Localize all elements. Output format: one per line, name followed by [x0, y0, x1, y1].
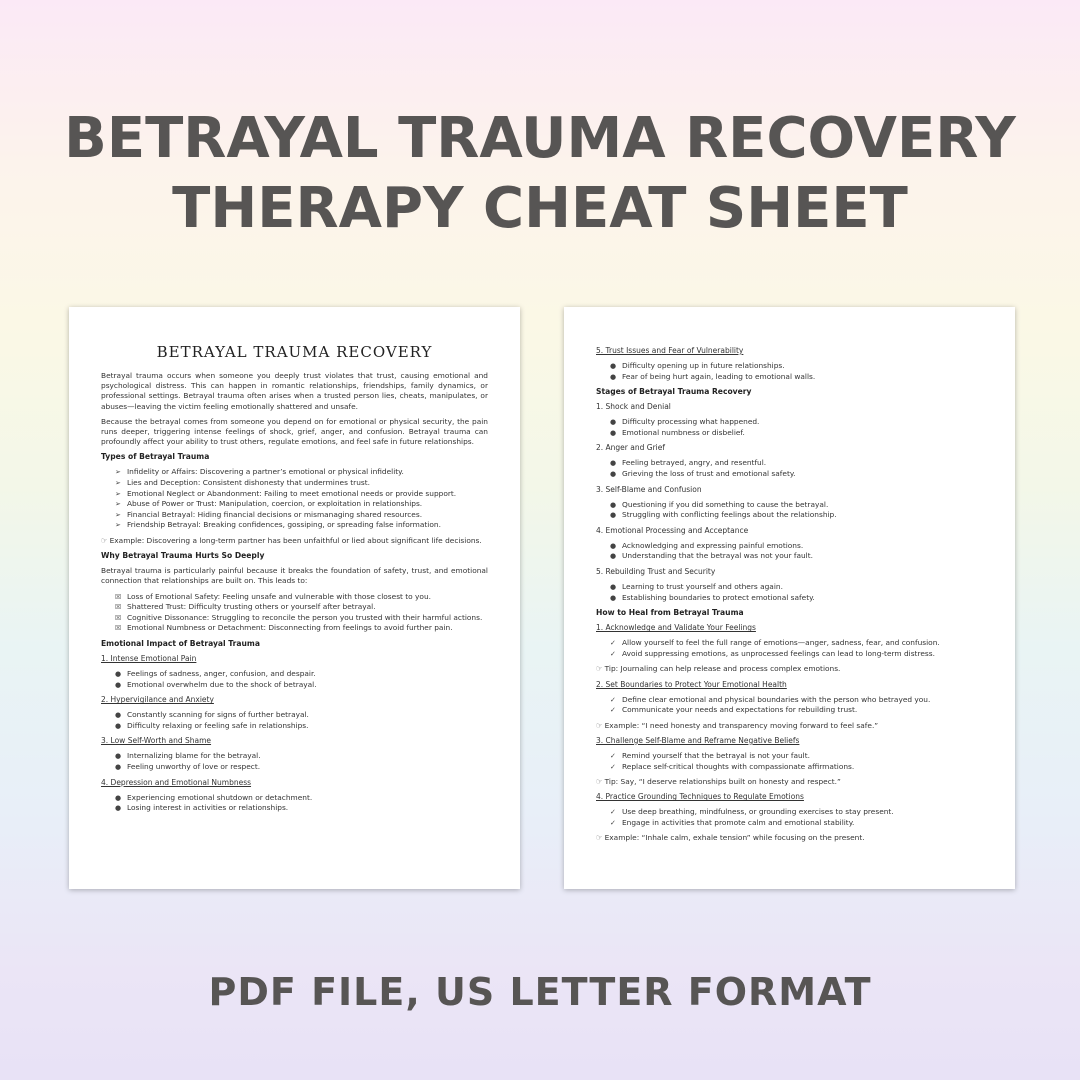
- why-list: [101, 592, 488, 634]
- impact-heading: Emotional Impact of Betrayal Trauma: [101, 638, 260, 648]
- why-heading: Why Betrayal Trauma Hurts So Deeply: [101, 551, 265, 561]
- list-item: ✓ Engage in activities that promote calm and emotional stability.: [610, 817, 855, 827]
- heal-subheading: 3. Challenge Self-Blame and Reframe Negative Beliefs: [596, 735, 800, 745]
- heal-subheading: 1. Acknowledge and Validate Your Feelings: [596, 623, 756, 633]
- stage-heading: 1. Shock and Denial: [596, 402, 671, 412]
- checkmark-icon: ✓: [610, 751, 616, 760]
- tip-note: ☞ Tip: Journaling can help release and process complex emotions.: [596, 664, 841, 674]
- list-item: ➢ Financial Betrayal: Hiding financial decisions or mismanaging shared resources.: [115, 509, 423, 519]
- heal-subheading: 4. Practice Grounding Techniques to Regulate Emotions: [596, 792, 804, 802]
- intro-paragraph-2: Because the betrayal comes from someone you depend on for emotional or physical security, the pain runs deeper, triggering intense feelings of shock, grief, anger, and confusion. Betrayal trauma can profoundly affect your ability to trust others, regulate emotions, and feel safe in future relationships.: [101, 416, 488, 447]
- bullet-dot-icon: ●: [115, 680, 122, 689]
- heal-heading: How to Heal from Betrayal Trauma: [596, 608, 744, 618]
- list-item: ✓ Replace self-critical thoughts with compassionate affirmations.: [610, 761, 855, 771]
- bullet-dot-icon: ●: [610, 372, 617, 381]
- list-item: ● Learning to trust yourself and others again.: [610, 581, 783, 591]
- pointing-hand-icon: ☞: [101, 535, 108, 545]
- heal-list: [596, 807, 985, 828]
- list-item: ☒ Shattered Trust: Difficulty trusting others or yourself after betrayal.: [115, 602, 376, 612]
- document-title: BETRAYAL TRAUMA RECOVERY: [156, 343, 433, 361]
- stage-list: [596, 417, 985, 438]
- stage-heading: 3. Self-Blame and Confusion: [596, 484, 702, 494]
- list-item: ● Losing interest in activities or relationships.: [115, 803, 289, 813]
- list-item: ● Feeling unworthy of love or respect.: [115, 761, 261, 771]
- list-item: ☒ Cognitive Dissonance: Struggling to reconcile the person you trusted with their harmful actions.: [115, 612, 483, 622]
- bullet-dot-icon: ●: [610, 469, 617, 478]
- bullet-dot-icon: ●: [610, 500, 617, 509]
- list-item: ✓ Communicate your needs and expectations for rebuilding trust.: [610, 705, 858, 715]
- checkmark-icon: ✓: [610, 706, 616, 715]
- checkmark-icon: ✓: [610, 639, 616, 648]
- stage-heading: 4. Emotional Processing and Acceptance: [596, 525, 749, 535]
- checkmark-icon: ✓: [610, 808, 616, 817]
- tip-note: ☞ Tip: Say, “I deserve relationships built on honesty and respect.”: [596, 777, 841, 787]
- headline-line-2: THERAPY CHEAT SHEET: [172, 176, 908, 241]
- impact-subheading: 1. Intense Emotional Pain: [101, 653, 197, 663]
- list-item: ✓ Remind yourself that the betrayal is not your fault.: [610, 750, 810, 760]
- stage-heading: 5. Rebuilding Trust and Security: [596, 566, 716, 576]
- list-item: ● Experiencing emotional shutdown or detachment.: [115, 792, 313, 802]
- bullet-dot-icon: ●: [115, 752, 122, 761]
- example-note: ☞ Example: “Inhale calm, exhale tension” while focusing on the present.: [596, 833, 865, 843]
- bullet-dot-icon: ●: [610, 362, 617, 370]
- boxed-x-icon: ☒: [115, 613, 122, 622]
- impact-list: [101, 669, 488, 690]
- list-item: ● Emotional overwhelm due to the shock of betrayal.: [115, 679, 317, 689]
- pointing-hand-icon: ☞: [596, 664, 603, 674]
- document-page-2: [564, 307, 1015, 889]
- impact-subheading: 3. Low Self-Worth and Shame: [101, 736, 212, 746]
- list-item: ● Feeling betrayed, angry, and resentful.: [610, 458, 767, 468]
- pointing-hand-icon: ☞: [596, 720, 603, 730]
- list-item: ● Struggling with conflicting feelings about the relationship.: [610, 510, 837, 520]
- stage-list: [596, 500, 985, 521]
- checkmark-icon: ✓: [610, 695, 616, 704]
- heal-list: [596, 638, 985, 659]
- bullet-dot-icon: ●: [115, 762, 122, 771]
- heal-subheading: 2. Set Boundaries to Protect Your Emotional Health: [596, 679, 787, 689]
- why-paragraph: Betrayal trauma is particularly painful because it breaks the foundation of safety, trust, and emotional connection that relationships are built on. This leads to:: [101, 566, 488, 586]
- list-item: ✓ Use deep breathing, mindfulness, or grounding exercises to stay present.: [610, 807, 894, 817]
- bullet-dot-icon: ●: [115, 793, 122, 802]
- impact-list: [596, 361, 985, 382]
- example-note: ☞ Example: “I need honesty and transparency moving forward to feel safe.”: [596, 720, 879, 730]
- bullet-dot-icon: ●: [610, 552, 617, 561]
- heal-list: [596, 751, 985, 772]
- list-item: ● Difficulty relaxing or feeling safe in relationships.: [115, 720, 309, 730]
- list-item: ➢ Infidelity or Affairs: Discovering a partner’s emotional or physical infidelity.: [115, 467, 404, 477]
- list-item: ➢ Emotional Neglect or Abandonment: Failing to meet emotional needs or provide support.: [115, 488, 457, 498]
- boxed-x-icon: ☒: [115, 603, 122, 612]
- arrow-bullet-icon: ➢: [115, 500, 121, 509]
- bullet-dot-icon: ●: [610, 511, 617, 520]
- bullet-dot-icon: ●: [115, 669, 122, 678]
- list-item: ➢ Abuse of Power or Trust: Manipulation, coercion, or exploitation in relationships.: [115, 499, 423, 509]
- impact-subheading: 2. Hypervigilance and Anxiety: [101, 695, 214, 705]
- list-item: ● Internalizing blame for the betrayal.: [115, 751, 261, 761]
- heal-list: [596, 695, 985, 716]
- stage-list: [596, 541, 985, 562]
- bullet-dot-icon: ●: [115, 721, 122, 730]
- checkmark-icon: ✓: [610, 762, 616, 771]
- list-item: ➢ Friendship Betrayal: Breaking confidences, gossiping, or spreading false information.: [115, 520, 441, 530]
- format-caption: PDF FILE, US LETTER FORMAT: [208, 970, 872, 1014]
- stage-heading: 2. Anger and Grief: [596, 443, 665, 453]
- intro-paragraph-1: Betrayal trauma occurs when someone you deeply trust violates that trust, causing emotional and psychological distress. This can happen in romantic relationships, friendships, family dynamics, or professional settings. Betrayal trauma often arises when a trusted person lies, cheats, manipulates, or abuses—leaving the victim feeling emotionally shattered and unsafe.: [101, 371, 488, 411]
- list-item: ➢ Lies and Deception: Consistent dishonesty that undermines trust.: [115, 478, 370, 488]
- list-item: ● Feelings of sadness, anger, confusion, and despair.: [115, 668, 316, 678]
- headline-line-1: BETRAYAL TRAUMA RECOVERY: [64, 106, 1016, 171]
- bullet-dot-icon: ●: [610, 428, 617, 437]
- list-item: ● Questioning if you did something to cause the betrayal.: [610, 499, 829, 509]
- list-item: ☒ Emotional Numbness or Detachment: Disconnecting from feelings to avoid further pain.: [115, 623, 453, 633]
- types-list: [101, 467, 488, 531]
- boxed-x-icon: ☒: [115, 624, 122, 633]
- example-note: ☞ Example: Discovering a long-term partner has been unfaithful or lied about significant life decisions.: [101, 535, 482, 545]
- headline: [0, 104, 1080, 244]
- list-item: ● Establishing boundaries to protect emotional safety.: [610, 592, 815, 602]
- list-item: ● Difficulty opening up in future relationships.: [610, 361, 785, 370]
- boxed-x-icon: ☒: [115, 592, 122, 601]
- stage-list: [596, 458, 985, 479]
- arrow-bullet-icon: ➢: [115, 468, 121, 477]
- list-item: ● Understanding that the betrayal was not your fault.: [610, 551, 813, 561]
- list-item: ● Constantly scanning for signs of further betrayal.: [115, 710, 309, 720]
- list-item: ● Acknowledging and expressing painful emotions.: [610, 540, 804, 550]
- types-heading: Types of Betrayal Trauma: [101, 452, 210, 462]
- bullet-dot-icon: ●: [610, 593, 617, 602]
- bullet-dot-icon: ●: [610, 582, 617, 591]
- bullet-dot-icon: ●: [610, 459, 617, 468]
- list-item: ☒ Loss of Emotional Safety: Feeling unsafe and vulnerable with those closest to you.: [115, 591, 431, 601]
- arrow-bullet-icon: ➢: [115, 479, 121, 488]
- list-item: ● Difficulty processing what happened.: [610, 417, 760, 427]
- list-item: ✓ Allow yourself to feel the full range of emotions—anger, sadness, fear, and confusion.: [610, 638, 940, 648]
- checkmark-icon: ✓: [610, 649, 616, 658]
- impact-list: [101, 751, 488, 772]
- checkmark-icon: ✓: [610, 818, 616, 827]
- impact-subheading: 5. Trust Issues and Fear of Vulnerability: [596, 346, 744, 355]
- list-item: ● Emotional numbness or disbelief.: [610, 427, 745, 437]
- bullet-dot-icon: ●: [610, 541, 617, 550]
- impact-list: [101, 710, 488, 731]
- arrow-bullet-icon: ➢: [115, 510, 121, 519]
- stages-heading: Stages of Betrayal Trauma Recovery: [596, 387, 752, 397]
- list-item: ✓ Avoid suppressing emotions, as unprocessed feelings can lead to long-term distress.: [610, 648, 935, 658]
- list-item: ✓ Define clear emotional and physical boundaries with the person who betrayed you.: [610, 694, 931, 704]
- bullet-dot-icon: ●: [115, 804, 122, 813]
- list-item: ● Grieving the loss of trust and emotional safety.: [610, 468, 796, 478]
- arrow-bullet-icon: ➢: [115, 489, 121, 498]
- impact-list: [101, 793, 488, 814]
- document-page-1: [69, 307, 520, 889]
- pointing-hand-icon: ☞: [596, 777, 603, 787]
- bullet-dot-icon: ●: [115, 711, 122, 720]
- bullet-dot-icon: ●: [610, 418, 617, 427]
- list-item: ● Fear of being hurt again, leading to emotional walls.: [610, 371, 816, 381]
- impact-subheading: 4. Depression and Emotional Numbness: [101, 777, 252, 787]
- arrow-bullet-icon: ➢: [115, 521, 121, 530]
- pointing-hand-icon: ☞: [596, 833, 603, 843]
- stage-list: [596, 582, 985, 603]
